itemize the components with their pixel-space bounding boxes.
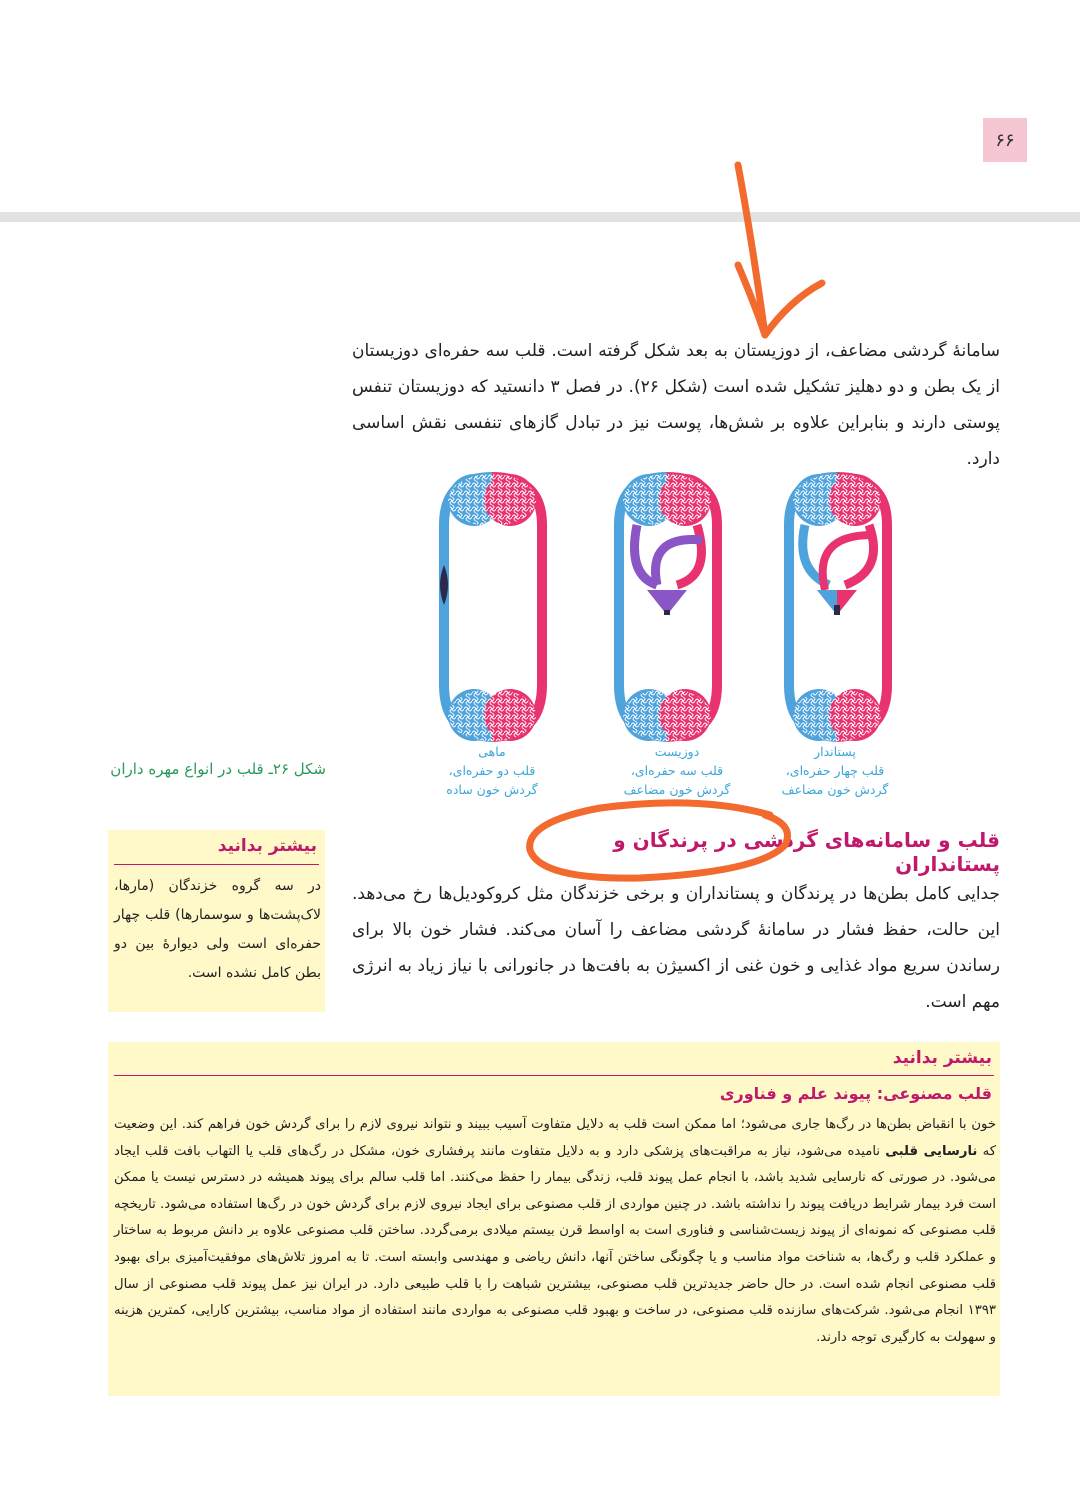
caption-mammal: پستاندار قلب چهار حفره‌ای، گردش خون مضاعف xyxy=(781,744,889,797)
bold-term: نارسایی قلبی xyxy=(885,1143,978,1159)
bottom-box-subtitle: قلب مصنوعی: پیوند علم و فناوری xyxy=(719,1084,992,1103)
orange-arrow-icon xyxy=(738,165,765,335)
side-box-text: در سه گروه خزندگان (مارها، لاک‌پشت‌ها و سوسمارها) قلب چهار حفره‌ای است ولی دیوارهٔ بین دو بطن کامل نشده است. xyxy=(114,878,321,981)
intro-paragraph: سامانهٔ گردشی مضاعف، از دوزیستان به بعد شکل گرفته است. قلب سه حفره‌ای دوزیستان از یک بطن و دو دهلیز تشکیل شده است (شکل ۲۶). در فصل ۳ دانستید که دوزیستان تنفس پوستی دارند و بنابراین علاوه بر شش‌ها، پوست نیز در تبادل گازهای تنفسی نقش اساسی دارد. xyxy=(352,341,1000,469)
mammal-diagram xyxy=(789,474,887,741)
section-heading: قلب و سامانه‌های گردشی در پرندگان و پستانداران xyxy=(613,828,1000,876)
side-box-rule xyxy=(114,864,319,865)
heart-circulation-figure xyxy=(432,465,894,755)
bottom-box-title: بیشتر بدانید xyxy=(892,1048,992,1068)
amphibian-diagram xyxy=(619,474,717,741)
page-number: ۶۶ xyxy=(983,118,1027,162)
section-paragraph: جدایی کامل بطن‌ها در پرندگان و پستانداران و برخی خزندگان مثل کروکودیل‌ها رخ می‌دهد. این حالت، حفظ فشار در سامانهٔ گردشی مضاعف را آسان می‌کند. فشار خون بالا برای رساندن سریع مواد غذایی و خون غنی از اکسیژن به بافت‌ها در جانورانی با نیاز زیاد به انرژی مهم است. xyxy=(352,884,1000,1012)
figure-title: شکل ۲۶ـ قلب در انواع مهره داران xyxy=(110,760,326,778)
caption-amphibian: دوزیست قلب سه حفره‌ای، گردش خون مضاعف xyxy=(623,744,731,797)
page-divider xyxy=(0,212,1080,222)
bottom-box-rule xyxy=(114,1075,994,1076)
caption-fish: ماهی قلب دو حفره‌ای، گردش خون ساده xyxy=(446,744,538,797)
fish-diagram xyxy=(440,474,542,741)
bottom-box xyxy=(108,1042,1000,1396)
side-box xyxy=(108,830,325,1012)
side-box-title: بیشتر بدانید xyxy=(217,836,317,856)
bottom-box-text: خون با انقباض بطن‌ها در رگ‌ها جاری می‌شود؛ اما ممکن است قلب به دلایل متفاوت آسیب ببیند و نتواند نیروی لازم را برای گردش خون فراهم کند. این وضعیت که نارسایی قلبی نامیده می‌شود، نیاز به مراقبت‌های پزشکی دارد و به دلایل متفاوت مانند پرفشاری خون، مشکل در رگ‌های قلب یا التهاب بافت قلب ایجاد می‌شود. در صورتی که نارسایی شدید باشد، با انجام عمل پیوند قلب، زندگی بیمار را حفظ می‌کنند. اما قلب سالم برای پیوند همیشه در دسترس نیست یا ممکن است فرد بیمار شرایط دریافت پیوند را نداشته باشد. در چنین مواردی از قلب مصنوعی برای ایجاد نیروی لازم برای گردش خون در رگ‌ها استفاده می‌شود. تاریخچه قلب مصنوعی که نمونه‌ای از پیوند زیست‌شناسی و فناوری است به اواسط قرن بیستم میلادی برمی‌گردد. ساختن قلب مصنوعی علاوه بر دانش مربوط به ساختار و عملکرد قلب و رگ‌ها، به شناخت مواد مناسب و یا چگونگی ساختن آنها، دانش ریاضی و مهندسی وابسته است. تا به امروز تلاش‌های موفقیت‌آمیزی برای بهبود قلب مصنوعی انجام شده است. در حال حاضر جدیدترین قلب مصنوعی، بیشترین شباهت را با قلب طبیعی دارد. در ایران نیز عمل پیوند قلب مصنوعی از سال ۱۳۹۳ انجام می‌شود. شرکت‌های سازنده قلب مصنوعی، در ساخت و بهبود قلب مصنوعی به مواردی مانند استفاده از مواد مناسب، بیشترین کارایی، کمترین هزینه و سهولت به کارگیری توجه دارند. xyxy=(114,1117,996,1345)
